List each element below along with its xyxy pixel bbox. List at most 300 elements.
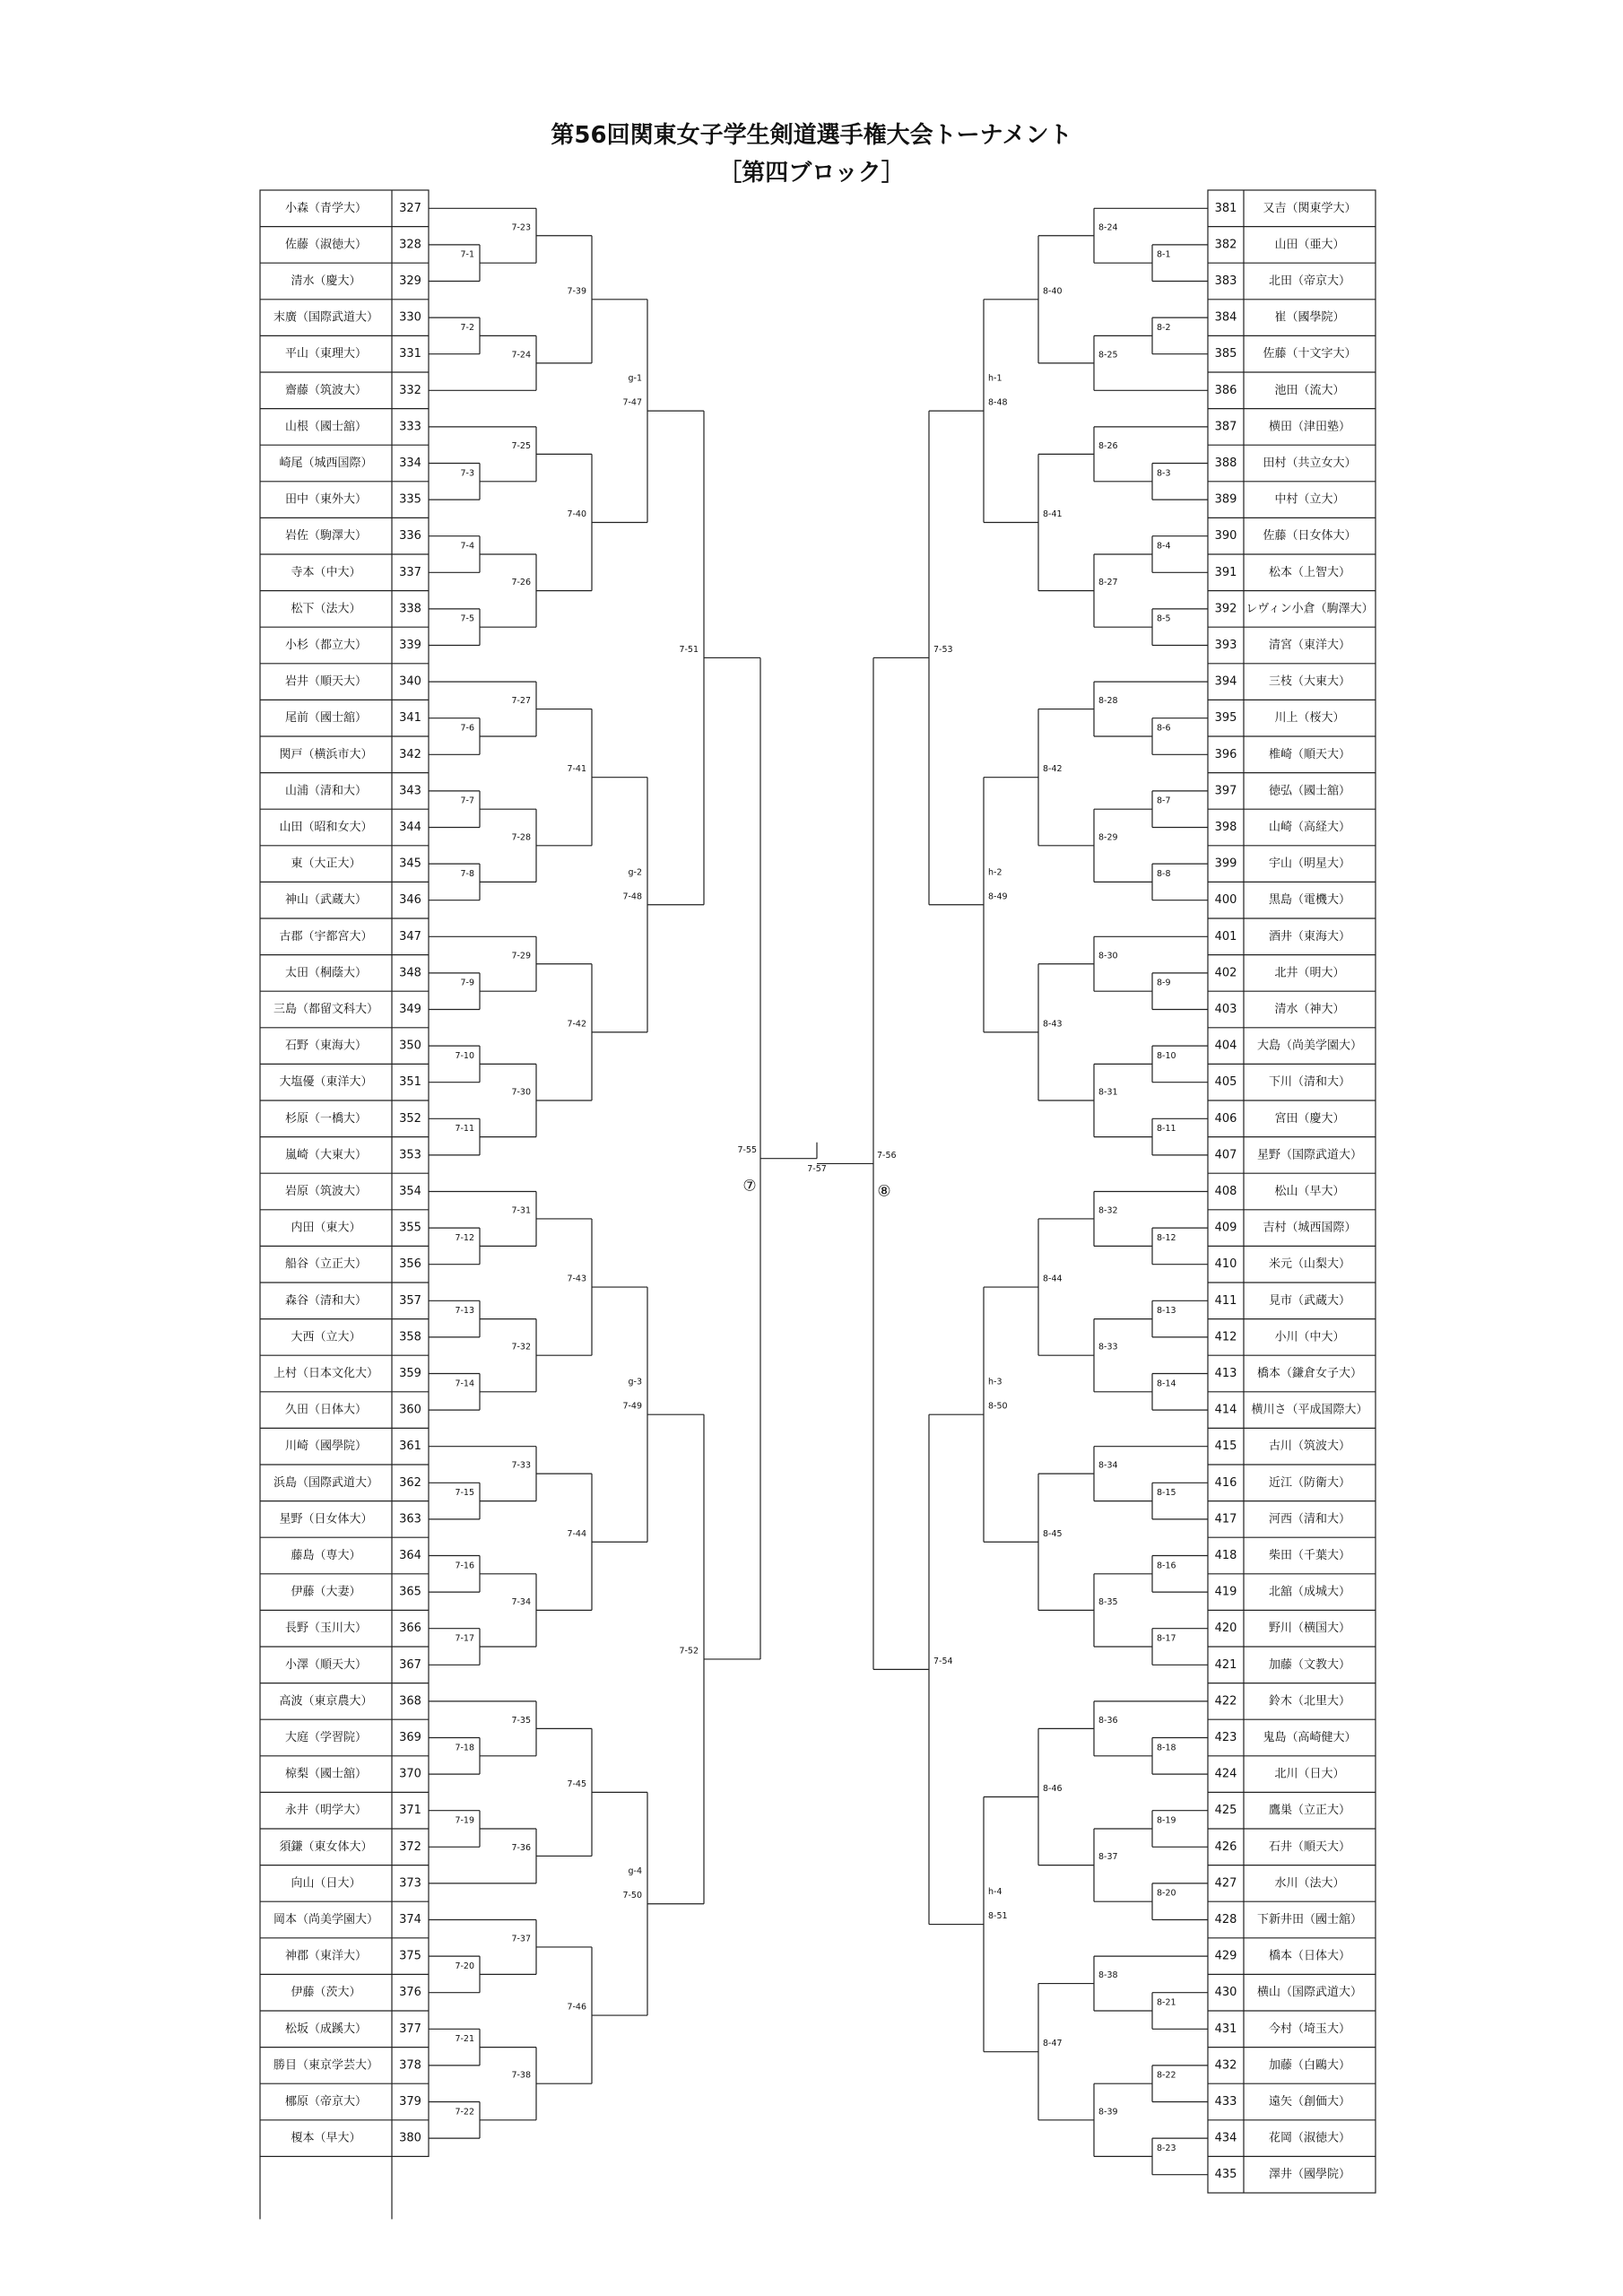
- left-player-number: 352: [399, 1111, 421, 1126]
- right-player-name: 大島（尚美学園大）: [1256, 1039, 1363, 1053]
- left-player-number: 355: [399, 1221, 421, 1235]
- right-player-number: 383: [1214, 274, 1237, 288]
- left-player-number: 347: [399, 929, 421, 944]
- right-player-name: レヴィン小倉（駒澤大）: [1245, 602, 1374, 616]
- left-player-number: 362: [399, 1475, 421, 1490]
- right-player-name: 近江（防衛大）: [1268, 1475, 1351, 1490]
- right-player-name: 北舘（成城大）: [1268, 1585, 1351, 1599]
- match-label: 8-4: [1157, 541, 1171, 552]
- right-player-name: 田村（共立女大）: [1263, 457, 1357, 470]
- left-player-name: 神郡（東洋大）: [284, 1949, 368, 1963]
- left-player-name: 清水（慶大）: [291, 274, 361, 288]
- left-player-name: 東（大正大）: [291, 857, 361, 871]
- left-player-name: 佐藤（淑徳大）: [284, 238, 368, 252]
- match-label: 7-38: [511, 2070, 531, 2081]
- match-label: 8-43: [1043, 1019, 1063, 1030]
- right-player-name: 橋本（日体大）: [1268, 1949, 1351, 1963]
- right-player-number: 391: [1214, 565, 1237, 579]
- left-player-name: 伊藤（茨大）: [291, 1986, 361, 2000]
- left-player-number: 343: [399, 784, 421, 798]
- right-player-name: 野川（横国大）: [1268, 1622, 1351, 1636]
- right-player-number: 415: [1214, 1439, 1237, 1454]
- match-label: 7-44: [567, 1528, 586, 1539]
- right-player-name: 古川（筑波大）: [1268, 1439, 1351, 1454]
- left-player-name: 石野（東海大）: [284, 1039, 368, 1053]
- left-player-name: 松坂（成蹊大）: [284, 2022, 368, 2036]
- match-label: 7-43: [567, 1274, 586, 1284]
- match-label: 8-45: [1043, 1528, 1063, 1539]
- right-player-number: 381: [1214, 201, 1237, 215]
- match-label: 8-25: [1098, 350, 1118, 361]
- left-player-name: 寺本（中大）: [291, 565, 361, 579]
- group-label: g-3: [628, 1377, 642, 1387]
- left-player-name: 向山（日大）: [291, 1876, 361, 1891]
- left-player-name: 松下（法大）: [291, 602, 361, 616]
- right-player-number: 428: [1214, 1913, 1237, 1926]
- match-label: 8-10: [1157, 1050, 1176, 1061]
- match-label: 7-31: [511, 1205, 531, 1216]
- right-player-name: 清宮（東洋大）: [1268, 639, 1351, 652]
- left-player-name: 古郡（宇都宮大）: [279, 929, 373, 944]
- right-player-name: 又吉（関東学大）: [1263, 201, 1357, 215]
- right-player-name: 松山（早大）: [1274, 1185, 1345, 1198]
- left-player-number: 378: [399, 2058, 421, 2073]
- right-player-name: 北井（明大）: [1274, 966, 1345, 980]
- right-player-name: 徳弘（國士舘）: [1268, 784, 1351, 798]
- right-player-number: 424: [1214, 1767, 1237, 1781]
- left-player-name: 岡本（尚美学園大）: [273, 1913, 379, 1926]
- match-label: 7-22: [455, 2107, 474, 2118]
- match-label: 8-32: [1098, 1205, 1118, 1216]
- left-player-number: 327: [399, 201, 421, 215]
- right-player-name: 加藤（白鷗大）: [1268, 2058, 1351, 2073]
- match-label: 7-48: [622, 891, 642, 902]
- right-player-name: 横田（津田塾）: [1268, 420, 1351, 434]
- right-player-name: 山田（亜大）: [1274, 238, 1345, 252]
- group-label: g-2: [628, 867, 642, 878]
- match-label: 7-49: [622, 1401, 642, 1412]
- left-player-number: 357: [399, 1293, 421, 1308]
- match-label: 7-46: [567, 2002, 586, 2013]
- match-label: 7-10: [455, 1050, 474, 1061]
- left-player-number: 328: [399, 238, 421, 252]
- right-player-number: 396: [1214, 747, 1237, 761]
- right-player-name: 北川（日大）: [1274, 1767, 1345, 1781]
- right-player-number: 431: [1214, 2022, 1237, 2036]
- left-player-number: 351: [399, 1075, 421, 1090]
- match-label: 8-33: [1098, 1342, 1118, 1352]
- left-player-number: 330: [399, 310, 421, 325]
- left-player-name: 椋梨（國士舘）: [284, 1767, 368, 1781]
- right-player-number: 401: [1214, 929, 1237, 944]
- match-label: 7-35: [511, 1715, 531, 1726]
- right-player-number: 432: [1214, 2058, 1237, 2073]
- match-label: 7-42: [567, 1019, 586, 1030]
- left-player-number: 379: [399, 2095, 421, 2109]
- left-player-name: 永井（明学大）: [284, 1804, 368, 1818]
- match-label: 7-6: [460, 723, 474, 734]
- left-player-name: 伊藤（大妻）: [291, 1585, 361, 1599]
- left-player-name: 長野（玉川大）: [284, 1622, 368, 1636]
- right-player-number: 389: [1214, 492, 1237, 507]
- right-player-name: 花岡（淑徳大）: [1268, 2131, 1351, 2145]
- group-label: h-3: [988, 1377, 1002, 1387]
- left-player-name: 崎尾（城西国際）: [279, 457, 373, 470]
- right-player-number: 413: [1214, 1367, 1237, 1380]
- right-player-name: 米元（山梨大）: [1268, 1257, 1351, 1272]
- match-label: 7-30: [511, 1087, 531, 1098]
- left-player-name: 久田（日体大）: [284, 1403, 368, 1417]
- left-player-number: 345: [399, 857, 421, 871]
- left-player-number: 373: [399, 1876, 421, 1891]
- right-player-name: 柴田（千葉大）: [1268, 1549, 1351, 1562]
- right-player-number: 404: [1214, 1039, 1237, 1053]
- left-player-number: 359: [399, 1367, 421, 1380]
- left-player-number: 336: [399, 529, 421, 544]
- match-label: 7-24: [511, 350, 531, 361]
- right-player-name: 横川さ（平成国際大）: [1251, 1403, 1368, 1417]
- match-label: 7-37: [511, 1934, 531, 1944]
- match-label: 8-11: [1157, 1124, 1176, 1135]
- left-player-number: 338: [399, 602, 421, 616]
- left-player-name: 岩原（筑波大）: [284, 1185, 368, 1198]
- left-player-name: 平山（東理大）: [284, 347, 368, 361]
- right-player-name: 酒井（東海大）: [1268, 929, 1351, 944]
- match-label: 8-41: [1043, 509, 1063, 519]
- match-label: 7-5: [460, 613, 474, 624]
- left-player-number: 342: [399, 747, 421, 761]
- left-player-number: 372: [399, 1839, 421, 1854]
- match-label: 7-18: [455, 1743, 474, 1753]
- match-label: 8-48: [988, 397, 1008, 408]
- right-player-number: 393: [1214, 639, 1237, 652]
- left-player-name: 山浦（清和大）: [284, 784, 368, 798]
- match-label: 7-40: [567, 509, 586, 519]
- right-player-number: 416: [1214, 1475, 1237, 1490]
- match-label: 8-27: [1098, 578, 1118, 588]
- right-player-number: 434: [1214, 2131, 1237, 2145]
- left-player-number: 376: [399, 1986, 421, 2000]
- match-label: 8-16: [1157, 1561, 1176, 1571]
- right-player-name: 水川（法大）: [1274, 1876, 1345, 1891]
- right-player-name: 鷹巣（立正大）: [1268, 1804, 1351, 1818]
- left-player-name: 榎本（早大）: [291, 2131, 361, 2145]
- right-player-name: 星野（国際武道大）: [1256, 1148, 1363, 1162]
- left-player-name: 須鎌（東女体大）: [279, 1839, 373, 1854]
- match-label: 8-44: [1043, 1274, 1063, 1284]
- left-player-number: 331: [399, 347, 421, 361]
- left-player-number: 369: [399, 1731, 421, 1744]
- left-player-number: 329: [399, 274, 421, 288]
- right-player-number: 435: [1214, 2168, 1237, 2182]
- match-label: 7-50: [622, 1891, 642, 1901]
- right-player-name: 松本（上智大）: [1268, 565, 1351, 579]
- left-player-name: 川崎（國學院）: [284, 1439, 368, 1454]
- right-player-name: 石井（順天大）: [1268, 1839, 1351, 1854]
- right-player-number: 423: [1214, 1731, 1237, 1744]
- left-player-name: 末廣（国際武道大）: [273, 310, 379, 325]
- left-player-number: 349: [399, 1003, 421, 1016]
- right-player-name: 下川（清和大）: [1268, 1075, 1351, 1090]
- right-player-number: 385: [1214, 347, 1237, 361]
- match-label: 7-56: [877, 1150, 897, 1161]
- left-player-name: 関戸（横浜市大）: [279, 747, 373, 761]
- right-player-name: 椎崎（順天大）: [1268, 747, 1351, 761]
- left-player-number: 374: [399, 1913, 421, 1926]
- left-player-number: 340: [399, 674, 421, 689]
- right-player-name: 加藤（文教大）: [1268, 1657, 1351, 1672]
- match-label: 8-3: [1157, 468, 1171, 479]
- left-player-number: 368: [399, 1694, 421, 1709]
- match-label: 8-23: [1157, 2143, 1176, 2153]
- left-player-name: 小杉（都立大）: [284, 639, 368, 652]
- match-label: 8-14: [1157, 1378, 1176, 1389]
- left-player-number: 365: [399, 1585, 421, 1599]
- match-label: 8-31: [1098, 1087, 1118, 1098]
- left-player-name: 尾前（國士舘）: [284, 711, 368, 726]
- match-label: 7-55: [737, 1145, 757, 1156]
- left-player-name: 山田（昭和女大）: [279, 821, 373, 834]
- match-label: 8-30: [1098, 951, 1118, 961]
- right-player-name: 池田（流大）: [1274, 383, 1345, 397]
- match-label: 8-13: [1157, 1306, 1176, 1317]
- right-player-number: 420: [1214, 1622, 1237, 1636]
- match-label: 7-47: [622, 397, 642, 408]
- right-player-name: 北田（帝京大）: [1268, 274, 1351, 288]
- match-label: 8-39: [1098, 2107, 1118, 2118]
- left-player-number: 348: [399, 966, 421, 980]
- right-player-number: 388: [1214, 457, 1237, 470]
- right-player-number: 417: [1214, 1512, 1237, 1526]
- right-player-name: 山崎（高経大）: [1268, 821, 1351, 834]
- left-player-number: 358: [399, 1330, 421, 1344]
- match-label: 8-12: [1157, 1232, 1176, 1243]
- right-player-name: 小川（中大）: [1274, 1330, 1345, 1344]
- left-player-number: 344: [399, 821, 421, 834]
- match-label: 7-16: [455, 1561, 474, 1571]
- right-player-number: 384: [1214, 310, 1237, 325]
- left-player-name: 三島（都留文科大）: [273, 1003, 379, 1016]
- block-marker-right: ⑧: [877, 1182, 891, 1201]
- match-label: 8-6: [1157, 723, 1171, 734]
- right-player-number: 407: [1214, 1148, 1237, 1162]
- right-player-name: 横山（国際武道大）: [1256, 1986, 1363, 2000]
- left-player-number: 366: [399, 1622, 421, 1636]
- match-label: 7-39: [567, 286, 586, 297]
- left-player-name: 嵐崎（大東大）: [284, 1148, 368, 1162]
- right-player-name: 清水（神大）: [1274, 1003, 1345, 1016]
- left-player-name: 小澤（順天大）: [284, 1657, 368, 1672]
- right-player-number: 414: [1214, 1403, 1237, 1417]
- match-label: 7-4: [460, 541, 474, 552]
- left-player-number: 341: [399, 711, 421, 726]
- right-player-number: 409: [1214, 1221, 1237, 1235]
- match-label: 7-41: [567, 764, 586, 775]
- match-label: 8-21: [1157, 1997, 1176, 2008]
- left-player-number: 380: [399, 2131, 421, 2145]
- match-label: 7-21: [455, 2034, 474, 2045]
- match-label: 8-18: [1157, 1743, 1176, 1753]
- right-player-name: 宇山（明星大）: [1268, 857, 1351, 871]
- match-label: 8-8: [1157, 868, 1171, 879]
- match-label: 7-36: [511, 1842, 531, 1853]
- right-player-number: 410: [1214, 1257, 1237, 1272]
- left-player-name: 太田（桐蔭大）: [284, 966, 368, 980]
- right-player-number: 421: [1214, 1657, 1237, 1672]
- right-player-name: 吉村（城西国際）: [1263, 1221, 1357, 1235]
- match-label: 8-47: [1043, 2039, 1063, 2049]
- right-player-name: 川上（桜大）: [1274, 711, 1345, 726]
- match-label: 8-19: [1157, 1815, 1176, 1826]
- right-player-name: 佐藤（十文字大）: [1263, 347, 1357, 361]
- match-label: 8-37: [1098, 1852, 1118, 1863]
- match-label: 7-29: [511, 951, 531, 961]
- right-player-number: 399: [1214, 857, 1237, 871]
- left-player-name: 星野（日女体大）: [279, 1512, 373, 1526]
- match-label: 8-50: [988, 1401, 1008, 1412]
- right-player-number: 387: [1214, 420, 1237, 434]
- left-player-name: 杉原（一橋大）: [284, 1111, 368, 1126]
- match-label: 7-28: [511, 832, 531, 843]
- group-label: g-4: [628, 1866, 642, 1877]
- left-player-number: 360: [399, 1403, 421, 1417]
- left-player-number: 377: [399, 2022, 421, 2036]
- left-player-number: 353: [399, 1148, 421, 1162]
- left-player-name: 上村（日本文化大）: [273, 1367, 379, 1380]
- right-player-number: 390: [1214, 529, 1237, 544]
- left-player-name: 大庭（学習院）: [284, 1731, 368, 1744]
- right-player-name: 宮田（慶大）: [1274, 1111, 1345, 1126]
- match-label: 7-19: [455, 1815, 474, 1826]
- left-player-number: 337: [399, 565, 421, 579]
- left-player-number: 364: [399, 1549, 421, 1562]
- left-player-name: 神山（武蔵大）: [284, 893, 368, 908]
- match-label: 7-52: [679, 1646, 699, 1657]
- match-label: 8-17: [1157, 1633, 1176, 1644]
- match-label: 7-15: [455, 1488, 474, 1499]
- left-player-number: 346: [399, 893, 421, 908]
- match-label: 7-54: [933, 1656, 953, 1666]
- match-label: 8-35: [1098, 1596, 1118, 1607]
- match-label: 8-26: [1098, 440, 1118, 451]
- right-player-name: 鈴木（北里大）: [1268, 1694, 1351, 1709]
- match-label: 7-23: [511, 222, 531, 233]
- right-player-name: 黒島（電機大）: [1268, 893, 1351, 908]
- right-player-name: 下新井田（國士舘）: [1256, 1913, 1363, 1926]
- match-label: 7-33: [511, 1460, 531, 1471]
- left-player-name: 浜島（国際武道大）: [273, 1475, 379, 1490]
- match-label: 8-40: [1043, 286, 1063, 297]
- match-label: 7-26: [511, 578, 531, 588]
- right-player-number: 422: [1214, 1694, 1237, 1709]
- right-player-name: 見市（武蔵大）: [1268, 1293, 1351, 1308]
- match-label: 8-24: [1098, 222, 1118, 233]
- right-player-name: 遠矢（創価大）: [1268, 2095, 1351, 2109]
- left-player-number: 371: [399, 1804, 421, 1818]
- right-player-number: 403: [1214, 1003, 1237, 1016]
- right-player-name: 澤井（國學院）: [1268, 2168, 1351, 2182]
- left-player-name: 齋藤（筑波大）: [284, 383, 368, 397]
- match-label: 8-7: [1157, 796, 1171, 806]
- match-label: 7-1: [460, 249, 474, 260]
- left-player-number: 375: [399, 1949, 421, 1963]
- match-label: 8-34: [1098, 1460, 1118, 1471]
- page-title: 第56回関東女子学生剣道選手権大会トーナメント: [551, 122, 1072, 149]
- right-player-name: 崔（國學院）: [1274, 310, 1345, 325]
- left-player-number: 350: [399, 1039, 421, 1053]
- right-player-name: 中村（立大）: [1274, 492, 1345, 507]
- right-player-number: 412: [1214, 1330, 1237, 1344]
- match-label: 8-15: [1157, 1488, 1176, 1499]
- match-label: 8-9: [1157, 978, 1171, 988]
- left-player-name: 田中（東外大）: [284, 492, 368, 507]
- right-player-name: 橋本（鎌倉女子大）: [1256, 1367, 1363, 1380]
- right-player-number: 402: [1214, 966, 1237, 980]
- right-player-name: 佐藤（日女体大）: [1263, 529, 1357, 544]
- group-label: h-2: [988, 867, 1002, 878]
- right-player-number: 427: [1214, 1876, 1237, 1891]
- right-player-number: 426: [1214, 1839, 1237, 1854]
- match-label: 8-38: [1098, 1970, 1118, 1981]
- match-label: 7-8: [460, 868, 474, 879]
- match-label: 7-27: [511, 696, 531, 707]
- left-player-number: 361: [399, 1439, 421, 1454]
- match-label: 7-14: [455, 1378, 474, 1389]
- left-player-name: 森谷（清和大）: [284, 1293, 368, 1308]
- left-player-name: 岩井（順天大）: [284, 674, 368, 689]
- right-player-number: 400: [1214, 893, 1237, 908]
- left-player-name: 小森（青学大）: [284, 201, 368, 215]
- left-player-number: 334: [399, 457, 421, 470]
- right-player-number: 433: [1214, 2095, 1237, 2109]
- right-player-number: 425: [1214, 1804, 1237, 1818]
- left-player-name: 船谷（立正大）: [284, 1257, 368, 1272]
- left-player-number: 354: [399, 1185, 421, 1198]
- match-label: 7-53: [933, 644, 953, 655]
- right-player-number: 392: [1214, 602, 1237, 616]
- right-player-number: 406: [1214, 1111, 1237, 1126]
- match-label: 7-3: [460, 468, 474, 479]
- match-label: 7-20: [455, 1961, 474, 1971]
- match-label: 8-36: [1098, 1715, 1118, 1726]
- left-player-name: 岩佐（駒澤大）: [284, 529, 368, 544]
- left-player-number: 356: [399, 1257, 421, 1272]
- match-label: 7-7: [460, 796, 474, 806]
- group-label: h-4: [988, 1887, 1002, 1898]
- right-player-number: 430: [1214, 1986, 1237, 2000]
- match-label: 8-1: [1157, 249, 1171, 260]
- match-label: 7-32: [511, 1342, 531, 1352]
- left-player-name: 梛原（帝京大）: [284, 2095, 368, 2109]
- block-marker-left: ⑦: [742, 1177, 757, 1196]
- left-player-name: 山根（國士舘）: [284, 420, 368, 434]
- match-label: 8-5: [1157, 613, 1171, 624]
- left-player-number: 332: [399, 383, 421, 397]
- match-label: 8-2: [1157, 322, 1171, 333]
- right-player-number: 386: [1214, 383, 1237, 397]
- right-player-name: 今村（埼玉大）: [1268, 2022, 1351, 2036]
- match-label: 8-29: [1098, 832, 1118, 843]
- match-label: 8-22: [1157, 2070, 1176, 2081]
- match-label: 8-46: [1043, 1783, 1063, 1794]
- right-player-number: 395: [1214, 711, 1237, 726]
- left-player-number: 333: [399, 420, 421, 434]
- right-player-number: 405: [1214, 1075, 1237, 1090]
- left-player-name: 大西（立大）: [291, 1330, 361, 1344]
- match-label: 8-51: [988, 1911, 1008, 1922]
- group-label: h-1: [988, 373, 1002, 384]
- match-label: 8-42: [1043, 764, 1063, 775]
